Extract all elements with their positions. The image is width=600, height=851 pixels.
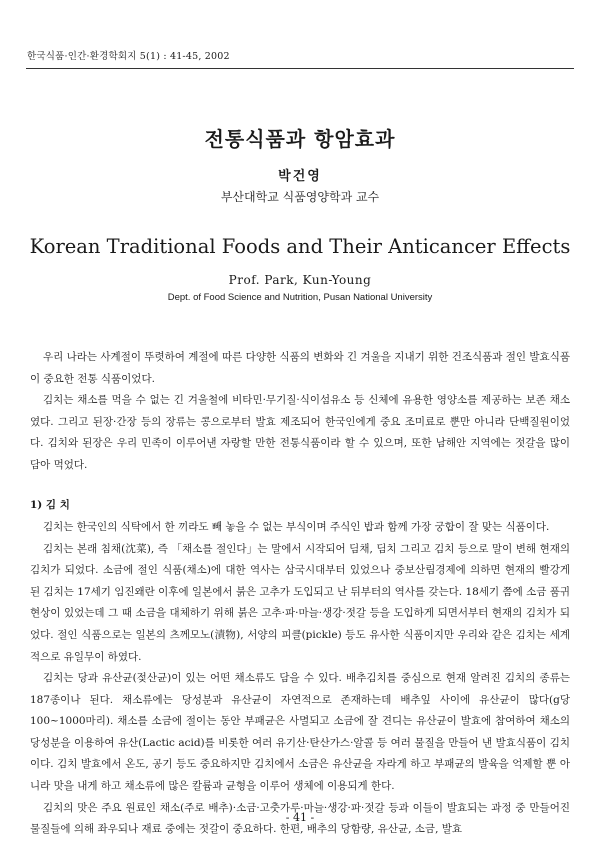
author-english: Prof. Park, Kun-Young [228,273,372,287]
section-heading: 1) 김 치 [30,499,70,512]
section-paragraph: 김치는 한국인의 식탁에서 한 끼라도 빼 놓을 수 없는 부식이며 주식인 밥과 함께 가장 궁합이 잘 맞는 식품이다. [43,520,550,533]
affiliation-english: Dept. of Food Science and Nutrition, Pusan National University [167,292,433,303]
title-english: Korean Traditional Foods and Their Anticancer Effects [29,235,571,258]
section-gap [30,477,570,486]
article-body [30,347,570,841]
journal-header: 한국식품·인간·환경학회지 5(1) : 41-45, 2002 [27,51,230,62]
intro-paragraph: 우리 나라는 사계절이 뚜렷하여 계절에 따른 다양한 식품의 변화와 긴 겨울을 지내기 위한 건조식품과 절인 발효식품이 중요한 전통 식품이었다. [30,351,570,385]
page-number: - 41 - [285,811,315,824]
section-paragraph: 김치는 당과 유산균(젖산균)이 있는 어떤 채소류도 담을 수 있다. 배추김치를 중심으로 현재 알려진 김치의 종류는 187종이나 된다. 채소류에는 당성분과 유산균이 자연적으로 존재하는데 배추잎 사이에 유산균이 많다(g당 100~1000마리). 채소를 소금에 절이는 동안 부패균은 사멸되고 소금에 잘 견디는 유산균이 발효에 참여하여 채소의 당성분을 이용하여 유산(Lactic acid)를 비롯한 여러 유기산·탄산가스·알콜 등 여러 물질을 만들어 낸 발효식품이 김치이다. 김치 발효에서 온도, 공기 등도 중요하지만 김치에서 소금은 유산균을 자라게 하고 부패균의 발육을 억제할 뿐 아니라 맛을 내게 하고 채소류에 많은 칼륨과 균형을 이루어 생체에 이용되게 한다. [30,672,570,793]
header-rule [26,68,574,69]
section-paragraph: 김치는 본래 침채(沈菜), 즉 「채소를 절인다」는 말에서 시작되어 딤채, 딤치 그리고 김치 등으로 말이 변해 현재의 김치가 되었다. 소금에 절인 식품(채소)에 대한 역사는 삼국시대부터 있었으나 중보산림경제에 의하면 현재의 빨강게 된 김치는 17세기 임진왜란 이후에 일본에서 붉은 고추가 도입되고 난 뒤부터의 역사를 갖는다. 18세기 쯤에 소금 품귀현상이 있었는데 그 때 소금을 대체하기 위해 붉은 고추·파·마늘·생강·젓갈 등을 도입하게 되면서부터 현재의 김치가 되었다. 절인 식품으로는 일본의 츠께모노(漬物), 서양의 피클(pickle) 등도 유사한 식품이지만 우리와 같은 김치는 세계적으로 유일무이 하였다. [30,542,570,663]
affiliation-korean: 부산대학교 식품영양학과 교수 [220,190,380,204]
title-korean: 전통식품과 항암효과 [204,127,396,151]
intro-paragraph: 김치는 채소를 먹을 수 없는 긴 겨울철에 비타민·무기질·식이섬유소 등 신체에 유용한 영양소를 제공하는 보존 채소였다. 그리고 된장·간장 등의 장류는 콩으로부터 발효 제조되어 한국인에게 중요 조미료로 뿐만 아니라 단백질원이었다. 김치와 된장은 우리 민족이 이루어낸 자랑할 만한 전통식품이라 할 수 있으며, 또한 남해안 지역에는 젓갈을 많이 담아 먹었다. [30,394,570,471]
section-paragraph: 김치의 맛은 주요 원료인 채소(주로 배추)·소금·고춧가루·마늘·생강·파·젓갈 등과 이들이 발효되는 과정 중 만들어진 물질들에 의해 좌우되나 재료 중에는 젓갈이 중요하다. 한편, 배추의 당함량, 유산균, 소금, 발효 [30,801,570,836]
author-korean: 박건영 [278,169,322,184]
